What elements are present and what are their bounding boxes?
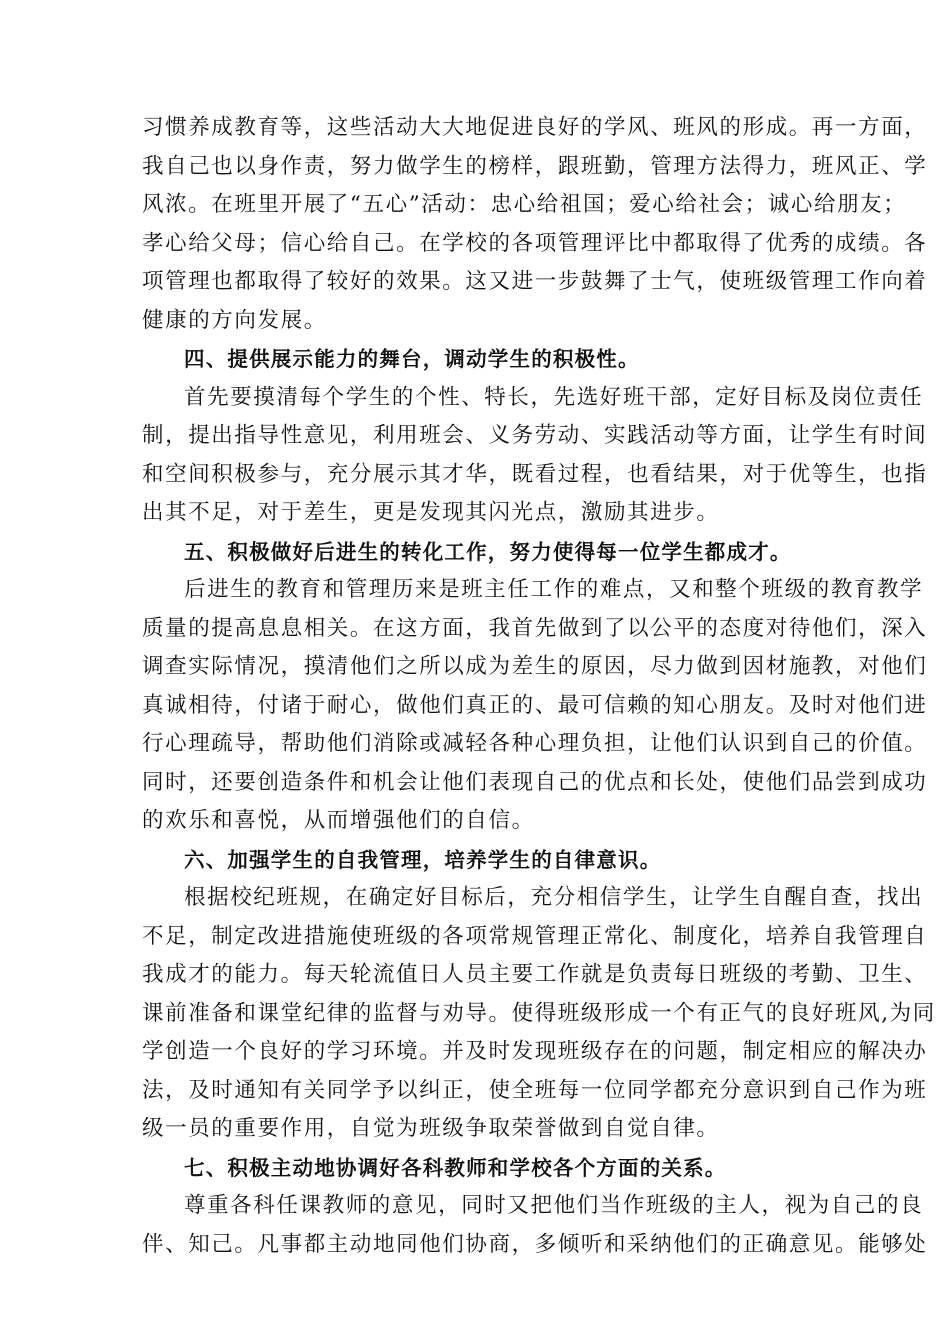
paragraph-line: 后进生的教育和管理历来是班主任工作的难点，又和整个班级的教育教学 [184, 577, 924, 602]
document-page [142, 109, 936, 1264]
paragraph-line: 制，提出指导性意见，利用班会、义务劳动、实践活动等方面，让学生有时间 [142, 423, 928, 448]
paragraph-line: 质量的提高息息相关。在这方面，我首先做到了以公平的态度对待他们，深入 [142, 615, 928, 641]
paragraph-line: 课前准备和课堂纪律的监督与劝导。使得班级形成一个有正气的良好班风,为同 [142, 1000, 936, 1026]
paragraph-line: 法，及时通知有关同学予以纠正，使全班每一位同学都充分意识到自己作为班 [142, 1077, 928, 1103]
section-heading-6: 六、加强学生的自我管理，培养学生的自律意识。 [184, 847, 662, 872]
paragraph-line: 的欢乐和喜悦，从而增强他们的自信。 [142, 808, 535, 833]
paragraph-line: 孝心给父母；信心给自己。在学校的各项管理评比中都取得了优秀的成绩。各 [142, 230, 928, 256]
section-heading-7: 七、积极主动地协调好各科教师和学校各个方面的关系。 [184, 1155, 727, 1180]
paragraph-line: 项管理也都取得了较好的效果。这又进一步鼓舞了士气，使班级管理工作向着 [142, 269, 928, 294]
paragraph-line: 我成才的能力。每天轮流值日人员主要工作就是负责每日班级的考勤、卫生、 [142, 962, 928, 987]
paragraph-line: 健康的方向发展。 [142, 307, 327, 333]
paragraph-line: 出其不足，对于差生，更是发现其闪光点，激励其进步。 [142, 500, 720, 525]
paragraph-line: 行心理疏导，帮助他们消除或减轻各种心理负担，让他们认识到自己的价值。 [142, 731, 928, 756]
section-heading-4: 四、提供展示能力的舞台，调动学生的积极性。 [184, 347, 640, 371]
paragraph-line: 我自己也以身作责，努力做学生的榜样，跟班勤，管理方法得力，班风正、学 [142, 153, 928, 179]
paragraph-line: 真诚相待，付诸于耐心，做他们真正的、最可信赖的知心朋友。及时对他们进 [142, 692, 928, 718]
paragraph-line: 伴、知己。凡事都主动地同他们协商，多倾听和采纳他们的正确意见。能够处 [142, 1231, 928, 1257]
paragraph-line: 和空间积极参与，充分展示其才华，既看过程，也看结果，对于优等生，也指 [142, 461, 928, 487]
paragraph-line: 首先要摸清每个学生的个性、特长，先选好班干部，定好目标及岗位责任 [184, 384, 924, 410]
paragraph-line: 调查实际情况，摸清他们之所以成为差生的原因，尽力做到因材施教，对他们 [142, 654, 928, 679]
paragraph-line: 习惯养成教育等，这些活动大大地促进良好的学风、班风的形成。再一方面， [142, 115, 928, 140]
paragraph-line: 尊重各科任课教师的意见，同时又把他们当作班级的主人，视为自己的良 [184, 1193, 924, 1218]
paragraph-line: 风浓。在班里开展了“五心”活动：忠心给祖国；爱心给社会；诚心给朋友； [142, 192, 907, 217]
paragraph-line: 级一员的重要作用，自觉为班级争取荣誉做到自觉自律。 [142, 1116, 720, 1141]
paragraph-line: 不足，制定改进措施使班级的各项常规管理正常化、制度化，培养自我管理自 [142, 923, 928, 949]
section-heading-5: 五、积极做好后进生的转化工作，努力使得每一位学生都成才。 [184, 539, 792, 564]
paragraph-line: 同时，还要创造条件和机会让他们表现自己的优点和长处，使他们品尝到成功 [142, 769, 928, 795]
paragraph-line: 学创造一个良好的学习环境。并及时发现班级存在的问题，制定相应的解决办 [142, 1039, 928, 1064]
paragraph-line: 根据校纪班规，在确定好目标后，充分相信学生，让学生自醒自查，找出 [184, 885, 924, 910]
